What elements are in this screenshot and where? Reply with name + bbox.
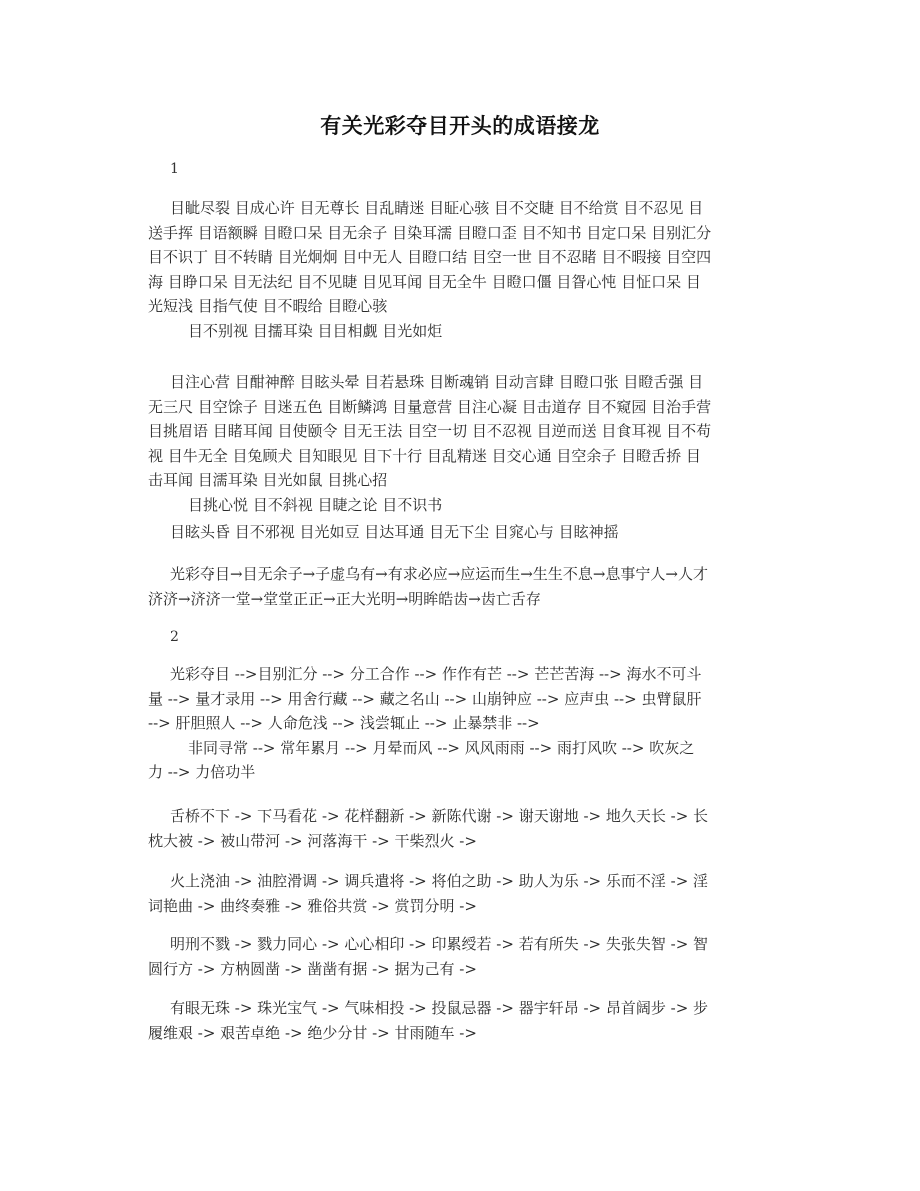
text-line: 目不别视 目擩耳染 目目相觑 目光如炬	[188, 321, 443, 340]
text-line: 火上浇油 -> 油腔滑调 -> 调兵遣将 -> 将伯之助 -> 助人为乐 -> 乐而不淫 -> 淫	[170, 872, 709, 890]
text-line: 力 --> 力倍功半	[148, 763, 256, 782]
text-line: 光短浅 目指气使 目不暇给 目瞪心骇	[148, 297, 388, 316]
text-line: 海 目睁口呆 目无法纪 目不见睫 目见耳闻 目无全牛 目瞪口僵 目眢心忳 目怔口呆 目	[148, 272, 701, 291]
text-line: 枕大被 -> 被山带河 -> 河落海干 -> 干柴烈火 ->	[148, 831, 477, 850]
paragraph-idioms-3	[148, 520, 784, 545]
text-line: 量 --> 量才录用 --> 用舍行藏 --> 藏之名山 --> 山崩钟应 --> 应声虫 --> 虫臂鼠肝	[148, 689, 702, 708]
text-line: 目注心营 目酣神醉 目眩头晕 目若悬珠 目断魂销 目动言肆 目瞪口张 目瞪舌强 目	[170, 373, 704, 391]
text-line: 送手挥 目语额瞬 目瞪口呆 目无余子 目染耳濡 目瞪口歪 目不知书 目定口呆 目别汇分	[148, 223, 712, 242]
document-title: 有关光彩夺目开头的成语接龙	[320, 114, 600, 138]
text-line: 目眦尽裂 目成心许 目无尊长 目乱睛迷 目眐心骇 目不交睫 目不给赏 目不忍见 目	[170, 199, 704, 217]
section-number-2: 2	[170, 629, 179, 645]
text-line: 击耳闻 目濡耳染 目光如鼠 目挑心招	[148, 471, 388, 490]
text-line: 目挑眉语 目睹耳闻 目使颐令 目无王法 目空一切 目不忍视 目逆而送 目食耳视 目不苟	[148, 422, 712, 441]
text-line: 目挑心悦 目不斜视 目睫之论 目不识书	[188, 495, 443, 514]
paragraph-chain-3	[148, 804, 784, 853]
section-number-1: 1	[170, 161, 179, 177]
paragraph-idioms-2	[148, 370, 784, 518]
text-line: 明刑不戮 -> 戮力同心 -> 心心相印 -> 印累绶若 -> 若有所失 -> 失张失智 -> 智	[170, 935, 709, 953]
text-line: 舌桥不下 -> 下马看花 -> 花样翻新 -> 新陈代谢 -> 谢天谢地 -> 地久天长 -> 长	[170, 807, 709, 825]
paragraph-chain-5	[148, 932, 784, 981]
paragraph-chain-1	[148, 562, 784, 611]
paragraph-chain-6	[148, 996, 784, 1045]
text-line: 有眼无珠 -> 珠光宝气 -> 气味相投 -> 投鼠忌器 -> 器宇轩昂 -> 昂首阔步 -> 步	[170, 999, 709, 1017]
text-line: 圆行方 -> 方枘圆凿 -> 凿凿有据 -> 据为己有 ->	[148, 959, 477, 978]
text-line: 目不识丁 目不转睛 目光炯炯 目中无人 目瞪口结 目空一世 目不忍睹 目不暇接 目空四	[148, 248, 712, 267]
paragraph-idioms-1	[148, 196, 784, 344]
text-line: --> 肝胆照人 --> 人命危浅 --> 浅尝辄止 --> 止暴禁非 -->	[148, 714, 540, 733]
text-line: 无三尺 目空馀子 目迷五色 目断鳞鸿 目量意营 目注心凝 目击道存 目不窥园 目治手营	[148, 397, 712, 416]
text-line: 履维艰 -> 艰苦卓绝 -> 绝少分甘 -> 甘雨随车 ->	[148, 1023, 477, 1042]
text-line: 词艳曲 -> 曲终奏雅 -> 雅俗共赏 -> 赏罚分明 ->	[148, 896, 477, 915]
paragraph-chain-4	[148, 869, 784, 918]
text-line: 非同寻常 --> 常年累月 --> 月晕而风 --> 风风雨雨 --> 雨打风吹 --> 吹灰之	[188, 738, 695, 757]
text-line: 目眩头昏 目不邪视 目光如豆 目达耳通 目无下尘 目窕心与 目眩神摇	[170, 523, 619, 541]
text-line: 光彩夺目 -->目别汇分 --> 分工合作 --> 作作有芒 --> 芒芒苦海 --> 海水不可斗	[170, 665, 702, 683]
paragraph-chain-2	[148, 662, 784, 785]
text-line: 光彩夺目→目无余子→子虚乌有→有求必应→应运而生→生生不息→息事宁人→人才	[170, 565, 708, 583]
text-line: 济济→济济一堂→堂堂正正→正大光明→明眸皓齿→齿亡舌存	[148, 589, 541, 608]
text-line: 视 目牛无全 目兔顾犬 目知眼见 目下十行 目乱精迷 目交心通 目空余子 目瞪舌挢 目	[148, 446, 701, 465]
